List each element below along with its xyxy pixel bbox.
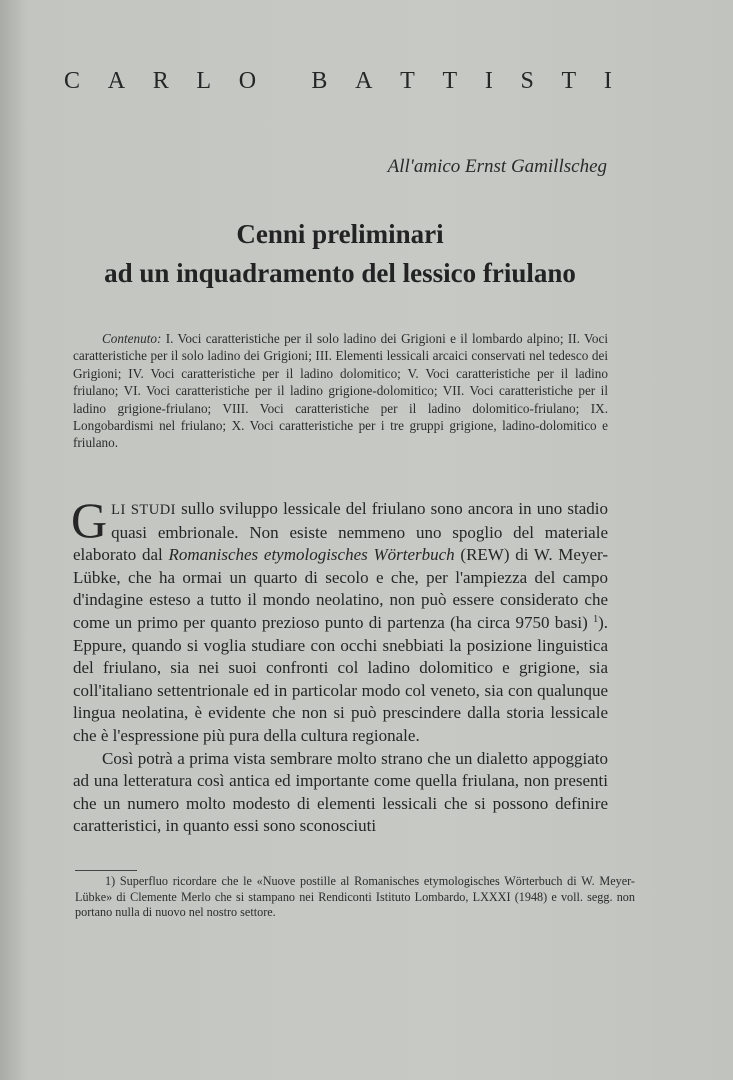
footnote: 1) Superfluo ricordare che le «Nuove postille al Romanisches etymologisches Wörterbuch di W. Meyer-Lübke» di Clemente Merlo che si stampano nei Rendiconti Istituto Lombardo, LXXXI (1948) e voll. segg. non portano nulla di nuovo nel nostro settore. bbox=[75, 874, 635, 920]
article-body bbox=[71, 492, 609, 838]
smallcaps-opening: LI STUDI bbox=[111, 502, 177, 518]
paragraph-1-text-b: (REW) di W. Meyer-Lübke, che ha ormai un quarto di secolo e che, per l'ampiezza del campo d'indagine esteso a tutto il mondo neolatino, non può essere considerato che come un primo per quanto prezioso punto di partenza (ha circa 9750 basi) bbox=[73, 545, 609, 632]
title-line-2: ad un inquadramento del lessico friulano bbox=[104, 258, 576, 288]
contents-summary bbox=[73, 330, 608, 452]
paragraph-1 bbox=[71, 492, 609, 748]
author-letter: I bbox=[484, 68, 493, 94]
author-name bbox=[64, 68, 612, 95]
author-letter: T bbox=[561, 68, 577, 94]
author-letter: B bbox=[311, 68, 328, 94]
author-letter: C bbox=[64, 68, 81, 94]
paragraph-2: Così potrà a prima vista sembrare molto strano che un dialetto appoggiato ad una letteratura così antica ed importante come quella friulana, non presenti che un numero molto modesto di elementi lessicali che si possono definire caratteristici, in quanto essi sono sconosciuti bbox=[73, 748, 608, 836]
footnote-divider bbox=[75, 870, 137, 871]
author-letter: L bbox=[196, 68, 212, 94]
author-letter: T bbox=[442, 68, 458, 94]
paragraph-1-text-c: ). Eppure, quando si voglia studiare con occhi snebbiati la posizione linguistica del friulano, sia nei suoi confronti col ladino dolomitico e grigione, sia coll'italiano settentrionale ed in particolar modo col veneto, sia con qualunque lingua neolatina, è evidente che non si può prescindere dalla storia lessicale che è l'espressione più pura della cultura regionale. bbox=[73, 612, 608, 745]
title-line-1: Cenni preliminari bbox=[236, 219, 444, 249]
author-letter: A bbox=[355, 68, 373, 94]
drop-cap: G bbox=[71, 492, 108, 548]
author-letter: S bbox=[520, 68, 534, 94]
footnote-ref: 1 bbox=[593, 613, 599, 625]
paragraph-1-text-a: sullo sviluppo lessicale del friulano sono ancora in uno stadio quasi embrionale. Non esiste nemmeno uno spoglio del materiale elaborato dal bbox=[73, 499, 608, 565]
contents-label: Contenuto: bbox=[102, 331, 162, 346]
author-letter: A bbox=[107, 68, 126, 94]
dedication: All'amico Ernst Gamillscheg bbox=[387, 156, 607, 177]
rew-title: Romanisches etymologisches Wörterbuch bbox=[168, 545, 455, 565]
contents-text: I. Voci caratteristiche per il solo ladino dei Grigioni e il lombardo alpino; II. Voci caratteristiche per il solo ladino dei Grigioni; III. Elementi lessicali arcaici conservati nel tedesco dei Grigioni; IV. Voci caratteristiche per il ladino dolomitico; V. Voci caratteristiche per il ladino friulano; VI. Voci caratteristiche per il ladino grigione-dolomitico; VII. Voci caratteristiche per il ladino grigione-friulano; VIII. Voci caratteristiche per il ladino dolomitico-friulano; IX. Longobardismi nel friulano; X. Voci caratteristiche per i tre gruppi grigione, ladino-dolomitico e friulano. bbox=[73, 331, 608, 451]
author-letter: I bbox=[603, 68, 612, 94]
author-letter: R bbox=[152, 68, 169, 94]
author-letter: O bbox=[238, 68, 257, 94]
author-letter: T bbox=[400, 68, 415, 94]
